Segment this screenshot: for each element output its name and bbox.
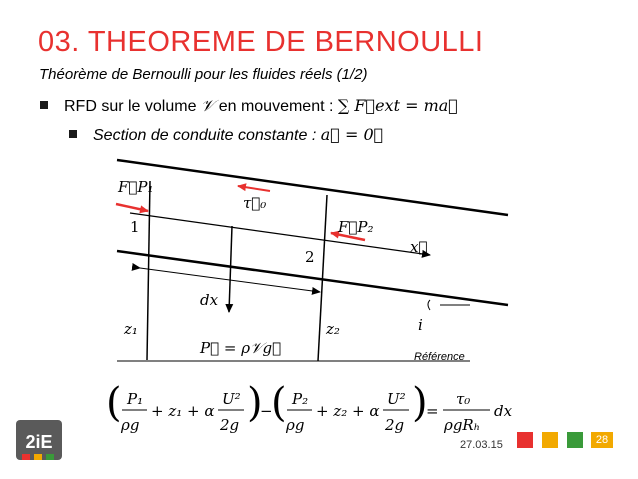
label-z1: z₁ — [124, 320, 138, 338]
slide-subtitle: Théorème de Bernoulli pour les fluides réels (1/2) — [39, 66, 368, 83]
eq-rho-g-1: ρg — [121, 416, 140, 434]
eq-u2-1: U² — [222, 390, 241, 408]
eq-rho-g-rh: ρgRₕ — [444, 416, 481, 434]
eq-term-1: + z₁ + α — [151, 402, 215, 420]
eq-tau0: τ₀ — [456, 390, 471, 408]
eq-equals: = — [426, 402, 439, 420]
x-axis-line — [130, 213, 430, 255]
eq-p1: P₁ — [127, 390, 144, 408]
eq-paren-close-2: ) — [412, 380, 428, 426]
footer-square-green — [567, 432, 583, 448]
label-tau0: τ⃗₀ — [243, 194, 267, 212]
angle-arc — [428, 300, 430, 310]
label-angle-i: i — [418, 316, 423, 334]
bullet-1-var: 𝒱 — [200, 96, 215, 115]
eq-2g-2: 2g — [385, 416, 405, 434]
bullet-1-text: RFD sur le volume — [64, 98, 201, 115]
label-dx: dx — [200, 291, 219, 309]
shear-arrow — [238, 186, 270, 191]
bullet-1-equation: ∑ F⃗ext = ma⃗ — [337, 96, 458, 115]
label-section-1: 1 — [130, 218, 140, 236]
footer-square-red — [517, 432, 533, 448]
label-fp1: F⃗P₁ — [118, 178, 154, 196]
eq-term-2: + z₂ + α — [316, 402, 380, 420]
label-x: x⃗ — [410, 238, 428, 256]
eq-paren-close-1: ) — [247, 380, 263, 426]
2ie-logo — [14, 418, 64, 466]
bullet-2-equation: a⃗ = 0⃗ — [320, 125, 384, 144]
slide-title: 03. THEOREME DE BERNOULLI — [38, 26, 484, 58]
eq-paren-open-1: ( — [106, 380, 122, 426]
eq-p2: P₂ — [292, 390, 309, 408]
page-number: 28 — [591, 432, 613, 448]
footer-square-yellow — [542, 432, 558, 448]
label-reference: Référence — [414, 351, 465, 363]
footer-date: 27.03.15 — [460, 439, 503, 451]
bernoulli-equation — [106, 380, 513, 434]
eq-dx: dx — [494, 402, 513, 420]
section-1-line — [147, 181, 150, 360]
bullet-1-rest: en mouvement : — [214, 98, 338, 115]
eq-rho-g-2: ρg — [286, 416, 305, 434]
weight-arrow — [229, 226, 232, 312]
pipe-top-wall — [117, 160, 508, 215]
eq-paren-open-2: ( — [271, 380, 287, 426]
eq-minus: − — [260, 402, 273, 420]
label-fp2: F⃗P₂ — [338, 218, 374, 236]
force-p1-arrow — [116, 204, 148, 211]
bullet-2-text: Section de conduite constante : — [93, 127, 321, 144]
eq-u2-2: U² — [387, 390, 406, 408]
label-z2: z₂ — [326, 320, 340, 338]
label-section-2: 2 — [305, 248, 315, 266]
logo-text: 2iE — [25, 432, 53, 452]
eq-2g-1: 2g — [220, 416, 240, 434]
logo-icon — [14, 418, 64, 466]
label-weight: P⃗ = ρ𝒱g⃗ — [200, 339, 282, 357]
